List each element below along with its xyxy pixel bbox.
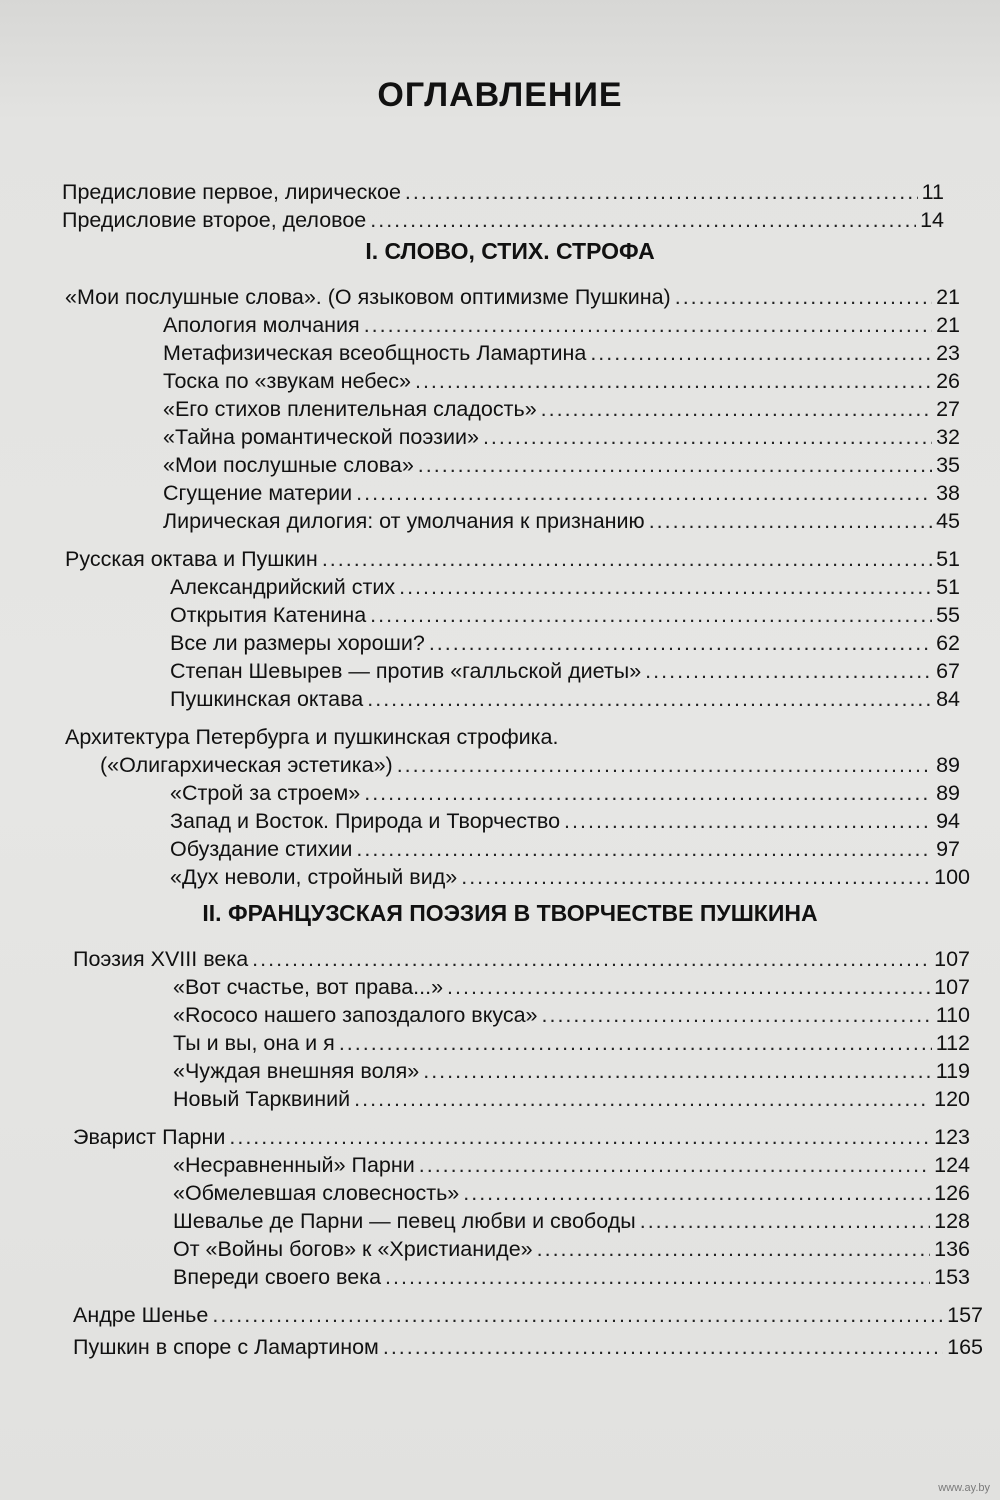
entry-title: «Мои послушные слова». (О языковом оптимизме Пушкина) [65,285,671,309]
toc-entry [173,1029,970,1057]
toc-entry [100,751,960,779]
entry-page: 136 [934,1237,970,1261]
dot-leader [645,657,932,685]
dot-leader [385,1263,930,1291]
dot-leader [461,863,930,891]
toc-entry [170,863,970,891]
dot-leader [429,629,932,657]
watermark: www.ay.by [938,1482,990,1494]
entry-title: Эварист Парни [73,1125,226,1149]
entry-page: 100 [934,865,970,889]
dot-leader [537,1235,931,1263]
toc-entry [173,1235,970,1263]
dot-leader [483,423,932,451]
entry-page: 27 [936,397,960,421]
toc-entry [163,507,960,535]
entry-title: Сгущение материи [163,481,353,505]
toc-entry [163,339,960,367]
dot-leader [418,451,932,479]
entry-title: Лирическая дилогия: от умолчания к признанию [163,509,645,533]
entry-title: Запад и Восток. Природа и Творчество [170,809,561,833]
entry-title: Обуздание стихии [170,837,353,861]
toc-entry [173,1085,970,1113]
toc-entry [170,657,960,685]
entry-title: «Обмелевшая словесность» [173,1181,460,1205]
dot-leader [354,1085,930,1113]
entry-title: Русская октава и Пушкин [65,547,318,571]
entry-page: 45 [936,509,960,533]
dot-leader [356,479,932,507]
dot-leader [370,601,932,629]
entry-page: 51 [936,547,960,571]
entry-page: 55 [936,603,960,627]
dot-leader [252,945,930,973]
entry-title: «Чуждая внешняя воля» [173,1059,420,1083]
toc-entry [65,545,960,573]
toc-entry [170,629,960,657]
toc-entry [73,945,970,973]
toc-entry [173,1207,970,1235]
dot-leader [415,367,932,395]
toc-entry [173,973,970,1001]
dot-leader [397,751,932,779]
dot-leader [405,178,918,206]
entry-title: «Строй за строем» [170,781,361,805]
entry-page: 51 [936,575,960,599]
dot-leader [364,779,932,807]
dot-leader [564,807,932,835]
entry-page: 128 [934,1209,970,1233]
toc-entry [170,685,960,713]
entry-title: Предисловие первое, лирическое [62,180,401,204]
entry-page: 14 [920,208,944,232]
dot-leader [419,1151,930,1179]
toc-entry [73,1301,983,1329]
toc-entry [65,283,960,311]
page-title: ОГЛАВЛЕНИЕ [377,76,623,114]
toc-entry [73,1333,983,1361]
toc-entry [62,206,944,234]
toc-entry [173,1151,970,1179]
entry-page: 110 [935,1003,970,1027]
entry-title: Предисловие второе, деловое [62,208,367,232]
toc-entry [62,178,944,206]
entry-title: Поэзия XVIII века [73,947,249,971]
entry-page: 21 [936,313,960,337]
toc-entry [73,1123,970,1151]
entry-title: Пушкин в споре с Ламартином [73,1335,379,1359]
entry-title: «Rococo нашего запоздалого вкуса» [173,1003,538,1027]
dot-leader [364,311,932,339]
dot-leader [370,206,916,234]
entry-title: «Его стихов пленительная сладость» [163,397,537,421]
entry-page: 107 [934,975,970,999]
entry-page: 38 [936,481,960,505]
section-heading: II. ФРАНЦУЗСКАЯ ПОЭЗИЯ В ТВОРЧЕСТВЕ ПУШКИНА [202,900,818,926]
dot-leader [356,835,932,863]
entry-title: «Мои послушные слова» [163,453,414,477]
dot-leader [367,685,932,713]
entry-page: 120 [934,1087,970,1111]
entry-title: «Тайна романтической поэзии» [163,425,479,449]
entry-page: 123 [934,1125,970,1149]
entry-page: 67 [936,659,960,683]
entry-page: 32 [936,425,960,449]
entry-page: 126 [934,1181,970,1205]
dot-leader [339,1029,932,1057]
entry-page: 11 [921,180,944,204]
toc-entry [170,835,960,863]
entry-title: Новый Тарквиний [173,1087,351,1111]
dot-leader [463,1179,930,1207]
entry-title: От «Войны богов» к «Христианиде» [173,1237,533,1261]
entry-page: 35 [936,453,960,477]
toc-entry [65,723,960,751]
toc-entry [173,1263,970,1291]
entry-title: Шевалье де Парни — певец любви и свободы [173,1209,636,1233]
toc-entry [173,1179,970,1207]
entry-title: Открытия Катенина [170,603,367,627]
dot-leader [383,1333,943,1361]
entry-title: Андре Шенье [73,1303,209,1327]
entry-page: 112 [935,1031,970,1055]
dot-leader [675,283,932,311]
entry-page: 107 [934,947,970,971]
dot-leader [229,1123,930,1151]
toc-entry [173,1001,970,1029]
toc-entry [163,423,960,451]
entry-page: 26 [936,369,960,393]
toc-entry [170,807,960,835]
toc-entry [173,1057,970,1085]
entry-page: 89 [936,781,960,805]
toc-entry [170,779,960,807]
dot-leader [542,1001,932,1029]
entry-page: 23 [936,341,960,365]
entry-page: 153 [934,1265,970,1289]
entry-page: 21 [936,285,960,309]
entry-title: «Вот счастье, вот права...» [173,975,444,999]
entry-page: 97 [936,837,960,861]
entry-page: 157 [947,1303,983,1327]
entry-title: Впереди своего века [173,1265,382,1289]
entry-title: «Дух неволи, стройный вид» [170,865,458,889]
section-heading: I. СЛОВО, СТИХ. СТРОФА [365,238,655,264]
entry-title: Архитектура Петербурга и пушкинская строфика. [65,725,559,749]
entry-page: 165 [947,1335,983,1359]
toc-entry [163,367,960,395]
dot-leader [322,545,932,573]
entry-title: Апология молчания [163,313,360,337]
dot-leader [399,573,932,601]
dot-leader [447,973,930,1001]
entry-page: 119 [935,1059,970,1083]
entry-title: «Несравненный» Парни [173,1153,415,1177]
toc-entry [163,311,960,339]
entry-title: Александрийский стих [170,575,396,599]
entry-title: Степан Шевырев — против «галльской диеты» [170,659,642,683]
entry-page: 84 [936,687,960,711]
toc-entry [170,601,960,629]
entry-title: Все ли размеры хороши? [170,631,425,655]
entry-title: («Олигархическая эстетика») [100,753,393,777]
entry-title: Пушкинская октава [170,687,364,711]
entry-page: 89 [936,753,960,777]
dot-leader [640,1207,930,1235]
dot-leader [590,339,932,367]
toc-entry [163,451,960,479]
entry-title: Метафизическая всеобщность Ламартина [163,341,587,365]
toc-entry [163,479,960,507]
entry-title: Ты и вы, она и я [173,1031,335,1055]
dot-leader [541,395,932,423]
toc-entry [163,395,960,423]
dot-leader [212,1301,943,1329]
entry-title: Тоска по «звукам небес» [163,369,411,393]
entry-page: 124 [934,1153,970,1177]
toc-entry [170,573,960,601]
dot-leader [649,507,932,535]
dot-leader [423,1057,931,1085]
entry-page: 94 [936,809,960,833]
entry-page: 62 [936,631,960,655]
